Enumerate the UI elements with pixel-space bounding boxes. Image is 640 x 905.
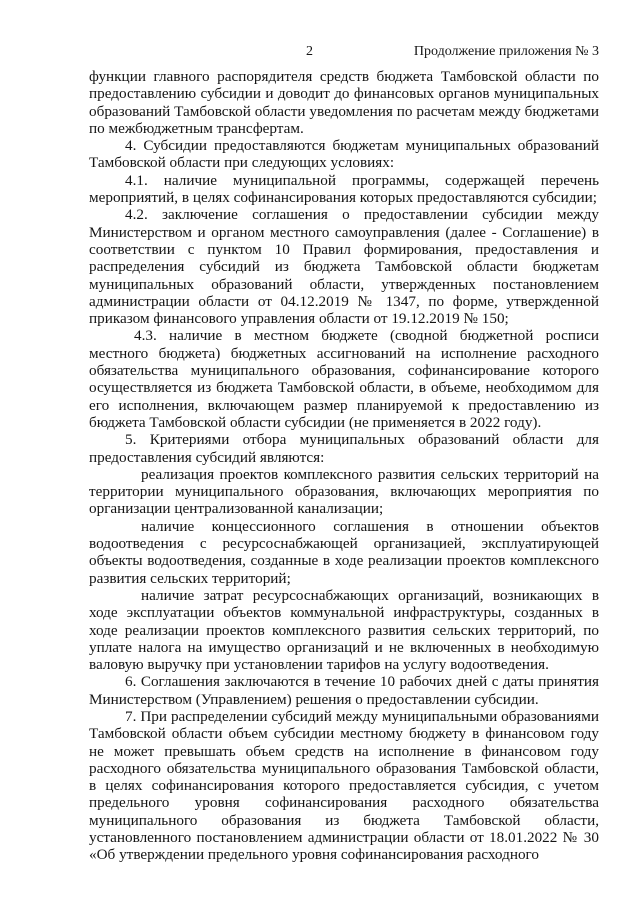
paragraph-item-4-3: 4.3. наличие в местном бюджете (сводной бюджетной росписи местного бюджета) бюджетных ассигнований на исполнение расходного обязательства муниципального образования, софинансирование которого осуществляется из бюджета Тамбовской области, в объеме, необходимом для его исполнения, включающем размер планируемой к предоставлению из бюджета Тамбовской области субсидии (не применяется в 2022 году). (89, 327, 599, 431)
paragraph-item-7: 7. При распределении субсидий между муниципальными образованиями Тамбовской области объем субсидии местному бюджету в финансовом году не может превышать объем средств на исполнение в финансовом году расходного обязательства муниципального образования Тамбовской области, в целях софинансирования которого предоставляется субсидия, с учетом предельного уровня софинансирования расходного обязательства муниципального образования из бюджета Тамбовской области, установленного постановлением администрации области от 18.01.2022 № 30 «Об утверждении предельного уровня софинансирования расходного (89, 707, 599, 864)
paragraph-item-4-2: 4.2. заключение соглашения о предоставлении субсидии между Министерством и органом местного самоуправления (далее - Соглашение) в соответствии с пунктом 10 Правил формирования, предоставления и распределения субсидий из бюджета Тамбовской области бюджетам муниципальных образований области, утвержденных постановлением администрации области от 04.12.2019 № 1347, по форме, утвержденной приказом финансового управления области от 19.12.2019 № 150; (89, 206, 599, 328)
paragraph-item-4-1: 4.1. наличие муниципальной программы, содержащей перечень мероприятий, в целях софинансирования которых предоставляются субсидии; (89, 171, 599, 207)
page-number: 2 (306, 44, 313, 59)
paragraph-continuation: функции главного распорядителя средств бюджета Тамбовской области по предоставлению субсидии и доводит до финансовых органов муниципальных образований Тамбовской области уведомления по расчетам между бюджетами по межбюджетным трансфертам. (89, 68, 599, 137)
paragraph-item-4: 4. Субсидии предоставляются бюджетам муниципальных образований Тамбовской области при следующих условиях: (89, 137, 599, 172)
paragraph-item-6: 6. Соглашения заключаются в течение 10 рабочих дней с даты принятия Министерством (Управлением) решения о предоставлении субсидии. (89, 673, 599, 708)
paragraph-item-5: 5. Критериями отбора муниципальных образований области для предоставления субсидий являются: (89, 431, 599, 466)
paragraph-criterion-1: реализация проектов комплексного развития сельских территорий на территории муниципального образования, включающих мероприятия по организации централизованной канализации; (89, 465, 599, 518)
paragraph-criterion-3: наличие затрат ресурсоснабжающих организаций, возникающих в ходе эксплуатации объектов коммунальной инфраструктуры, созданных в ходе реализации проектов комплексного развития сельских территорий, по уплате налога на имущество организаций и не включенных в необходимую валовую выручку при установлении тарифов на услугу водоотведения. (89, 586, 599, 674)
document-body (89, 68, 599, 864)
paragraph-criterion-2: наличие концессионного соглашения в отношении объектов водоотведения с ресурсоснабжающей организацией, эксплуатирующей объекты водоотведения, созданные в ходе реализации проектов комплексного развития сельских территорий; (89, 517, 599, 587)
running-header: Продолжение приложения № 3 (413, 44, 599, 59)
